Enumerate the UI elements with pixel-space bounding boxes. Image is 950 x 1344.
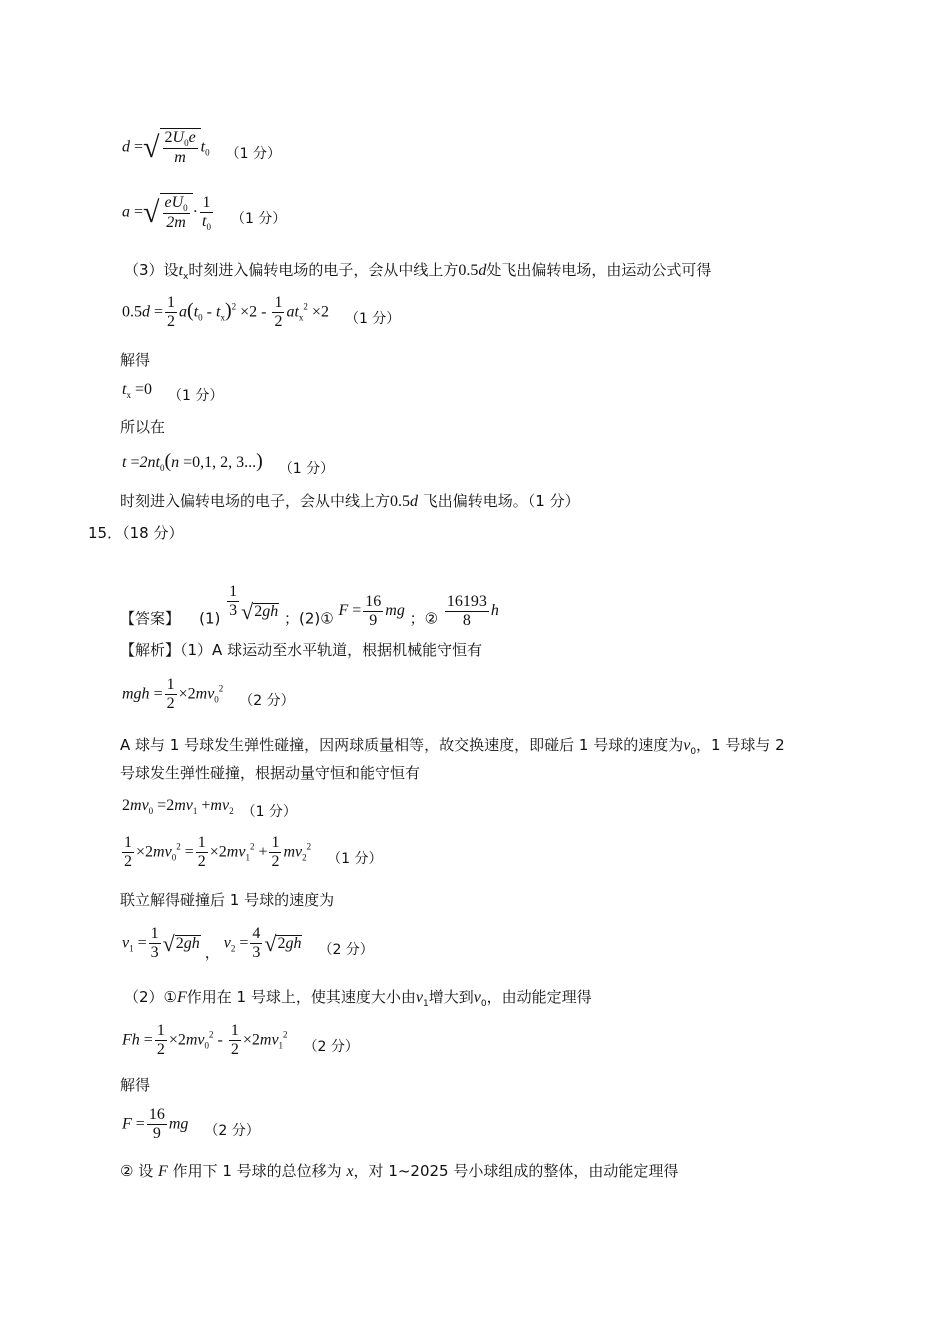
eq-t-moment: $t =2nt_0(n =0,1$, 2, 3...) （1 分） <box>122 450 335 477</box>
eq-energy-1: mgh = $\frac{1}{2}$ $\times 2mv_0^2$ （2 分） <box>122 676 295 713</box>
eq-force: F = $\frac{16}{9}$ mg （2 分） <box>122 1106 260 1143</box>
question-15-header: 15．（18 分） <box>88 524 184 542</box>
collide-line-2: 号球发生弹性碰撞，根据动量守恒和能守恒有 <box>120 764 421 782</box>
so-at-label: 所以在 <box>120 418 166 436</box>
eq-motion: 0.5d = $\frac{1}{2}$ $a(t_0 - t_x)^2 \times 2$ - $\frac{1}{2}$ $at_x^2 \times 2$ （1 分） <box>122 294 401 331</box>
solve-label-2: 解得 <box>120 1076 151 1094</box>
eq-work-energy: Fh = $\frac{1}{2}$ $\times 2mv_0^2$ - $\frac{1}{2}$ $\times 2mv_1^2$ （2 分） <box>122 1022 359 1059</box>
part3-intro: （3）设$t_x$时刻进入偏转电场的电子，会从中线上方0.5d处飞出偏转电场，由运动公式可得 <box>124 261 712 282</box>
eq-velocities: $v_1$ = $\frac{1}{3}$ √2gh ， $v_2$ = $\frac{4}{3}$ √2gh （2 分） <box>122 925 374 962</box>
last-line: ② 设 F 作用下 1 号球的总位移为 x，对 1~2025 号小球组成的整体，由动能定理得 <box>120 1162 679 1180</box>
moment-sentence: 时刻进入偏转电场的电子，会从中线上方0.5d 飞出偏转电场。（1 分） <box>120 492 580 510</box>
answer-line: 【答案】 (1) $\frac{1}{3}$ √2gh ；(2)① F = $\frac{16}{9}$ mg ；② $\frac{16193}{8}$ h <box>120 583 499 630</box>
eq-momentum: $2mv_0 =2mv_1 +mv_2$ （1 分） <box>122 797 297 820</box>
joint-solve-line: 联立解得碰撞后 1 号球的速度为 <box>120 891 335 909</box>
solve-label-1: 解得 <box>120 351 151 369</box>
eq-a: a =√ $\frac{eU_0}{2m}$ · $\frac{1}{t_0}$ （1 分） <box>122 193 287 232</box>
part2-line: （2）①F作用在 1 号球上，使其速度大小由$v_1$增大到$v_0$，由动能定理得 <box>124 988 592 1009</box>
eq-tx: $t_x =0$ （1 分） <box>122 381 224 404</box>
eq-d: d =√ $\frac{2U_0e}{m}$ $t_0$ （1 分） <box>122 129 281 167</box>
collide-line-1: A 球与 1 号球发生弹性碰撞，因两球质量相等，故交换速度，即碰后 1 号球的速度为$v_0$，1 号球与 2 <box>120 736 785 757</box>
analysis-line: 【解析】（1）A 球运动至水平轨道，根据机械能守恒有 <box>120 641 483 659</box>
eq-energy-2: $\frac{1}{2}$ $\times 2mv_0^2$ = $\frac{1}{2}$ $\times 2mv_1^2$ + $\frac{1}{2}$ $mv_2^2$ （1 分） <box>124 834 383 871</box>
